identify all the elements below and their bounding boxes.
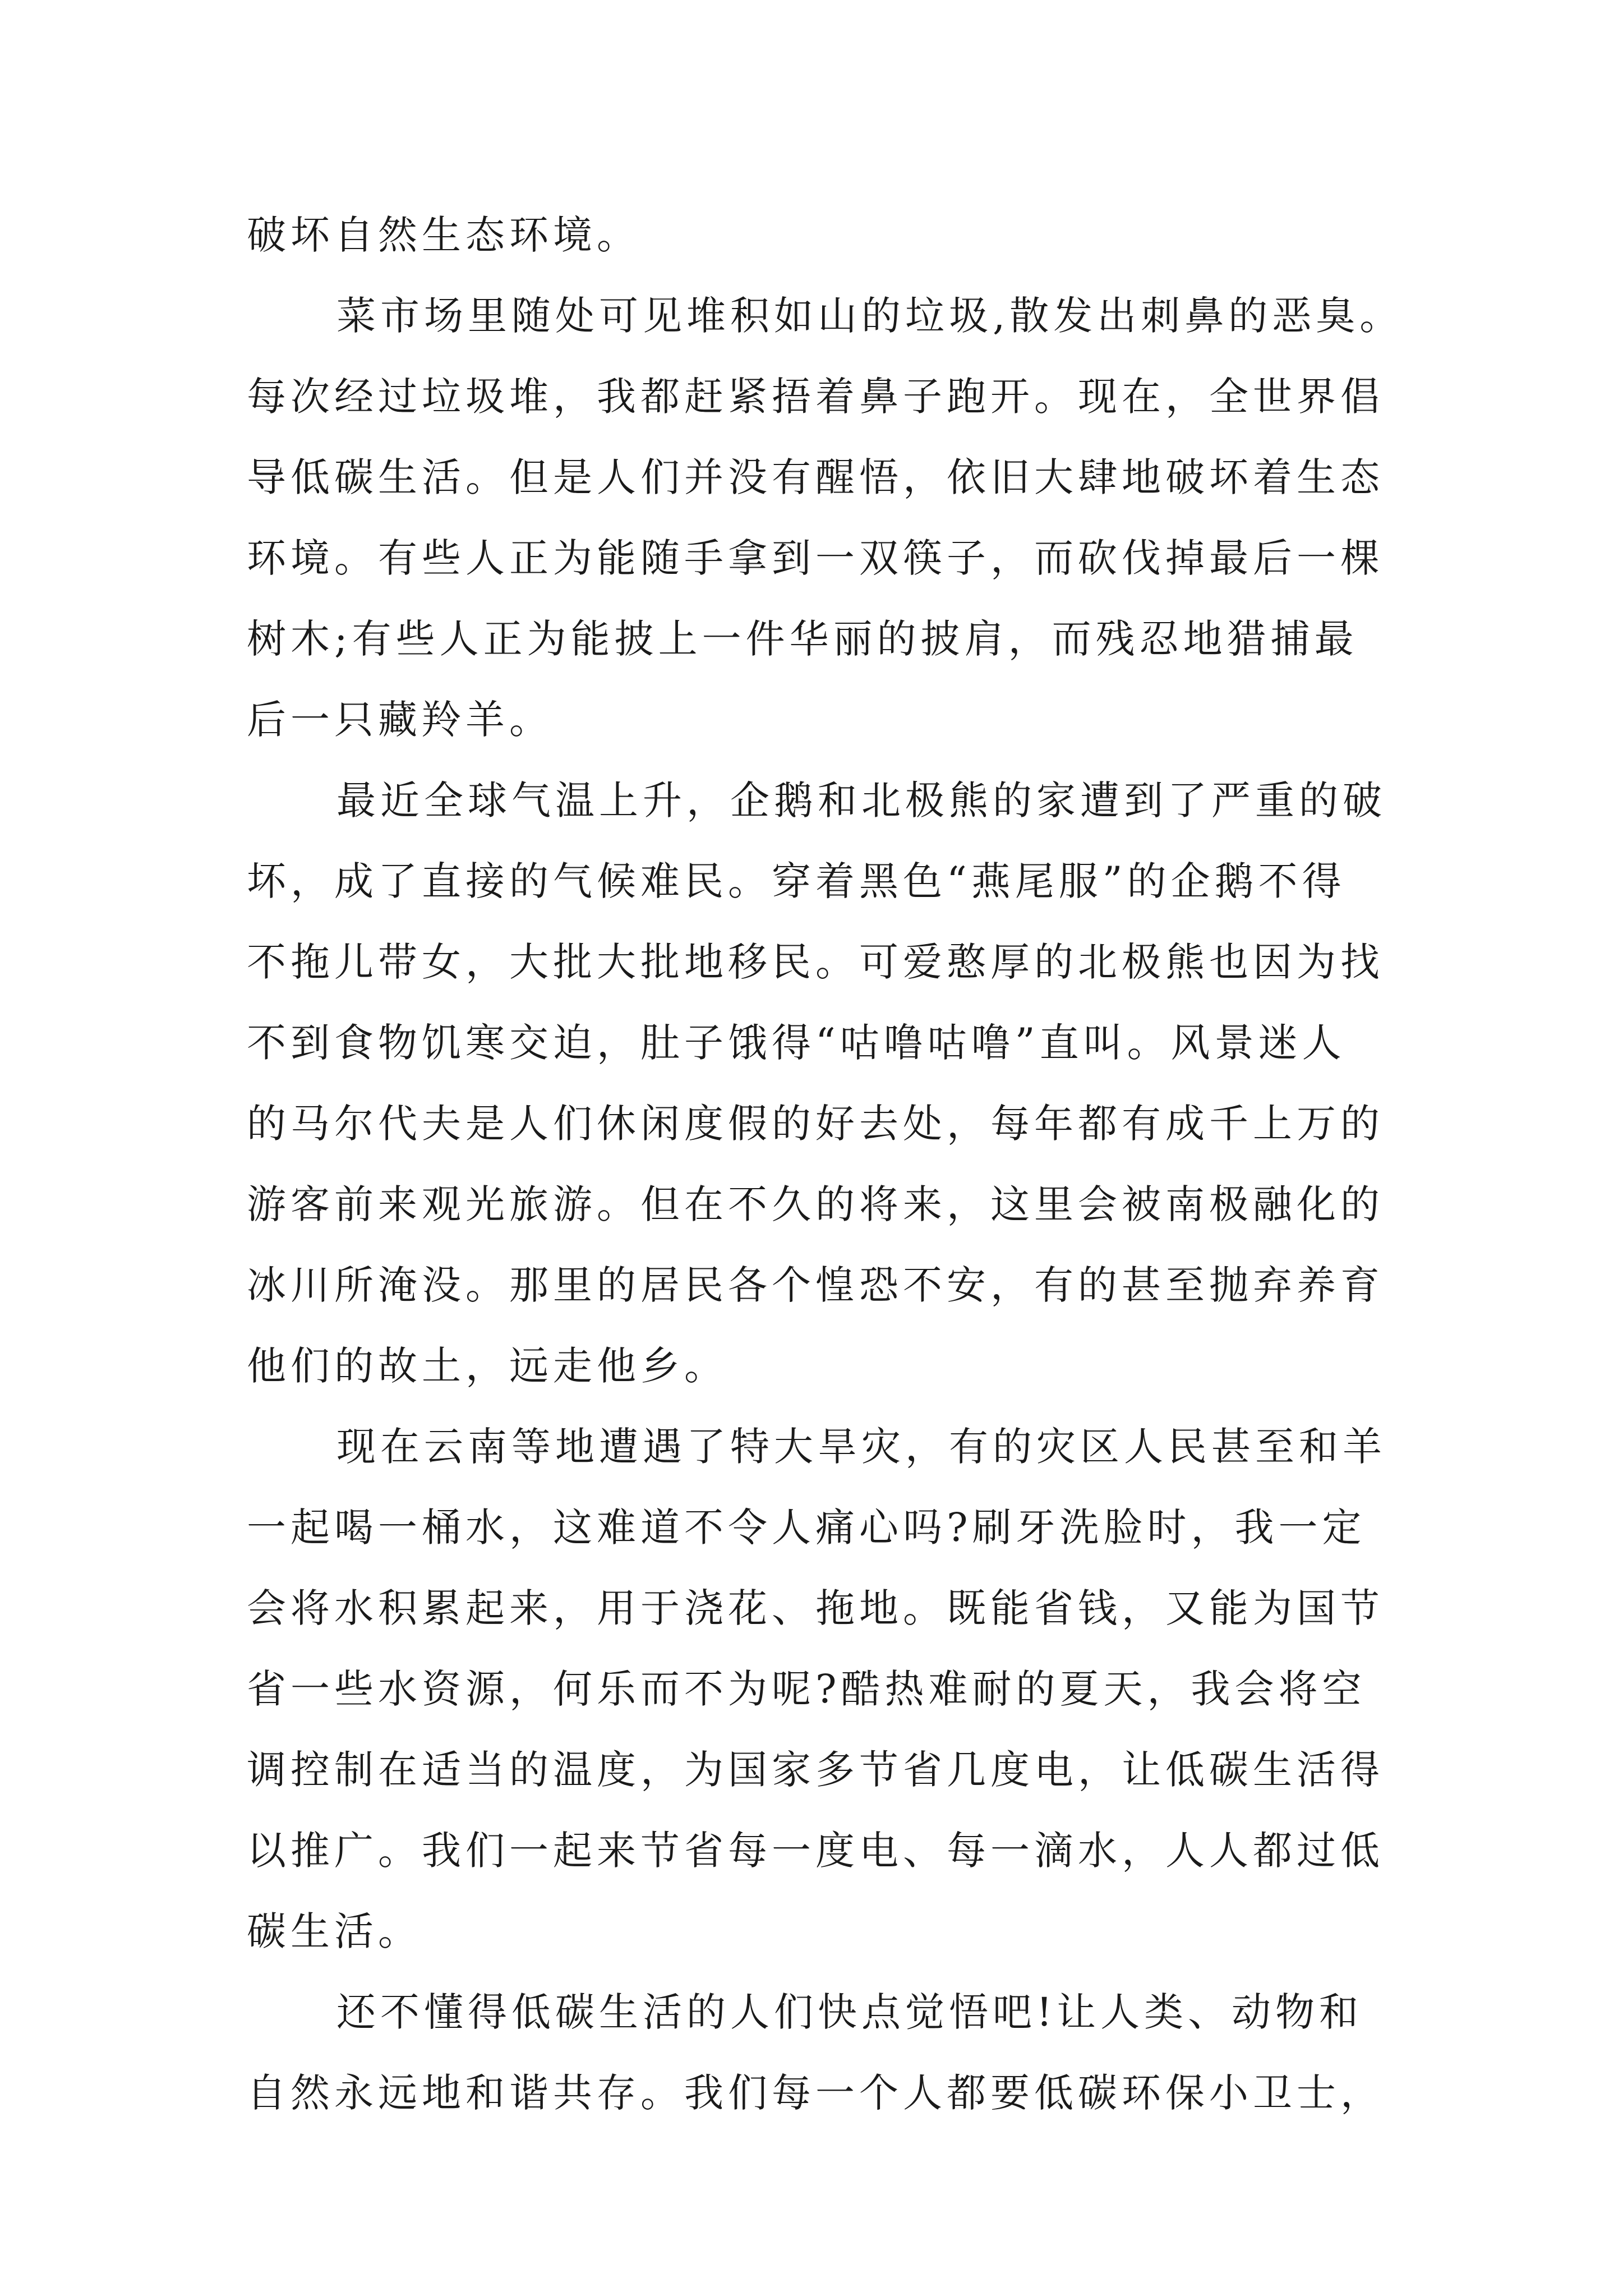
text-line: 碳生活。 (247, 1908, 422, 1954)
text-line: 自然永远地和谐共存。我们每一个人都要低碳环保小卫士， (247, 2070, 1384, 2116)
text-line: 坏，成了直接的气候难民。穿着黑色“燕尾服”的企鹅不得 (247, 858, 1346, 904)
text-line: 会将水积累起来，用于浇花、拖地。既能省钱，又能为国节 (247, 1585, 1384, 1631)
text-line: 每次经过垃圾堆，我都赶紧捂着鼻子跑开。现在，全世界倡 (247, 374, 1384, 420)
text-line: 省一些水资源，何乐而不为呢?酷热难耐的夏天，我会将空 (247, 1666, 1366, 1712)
text-line: 现在云南等地遭遇了特大旱灾，有的灾区人民甚至和羊 (336, 1424, 1386, 1470)
text-line: 不拖儿带女，大批大批地移民。可爱憨厚的北极熊也因为找 (247, 939, 1384, 985)
text-line: 一起喝一桶水，这难道不令人痛心吗?刷牙洗脸时，我一定 (247, 1504, 1366, 1550)
text-line: 破坏自然生态环境。 (247, 212, 640, 258)
text-line: 后一只藏羚羊。 (247, 697, 553, 743)
text-line: 导低碳生活。但是人们并没有醒悟，依旧大肆地破坏着生态 (247, 454, 1384, 500)
text-line: 环境。有些人正为能随手拿到一双筷子，而砍伐掉最后一棵 (247, 535, 1384, 581)
text-line: 树木;有些人正为能披上一件华丽的披肩，而残忍地猎捕最 (247, 616, 1358, 662)
text-line: 菜市场里随处可见堆积如山的垃圾,散发出刺鼻的恶臭。 (336, 293, 1404, 339)
text-line: 他们的故土，远走他乡。 (247, 1343, 728, 1389)
text-line: 的马尔代夫是人们休闲度假的好去处，每年都有成千上万的 (247, 1101, 1384, 1147)
text-line: 还不懂得低碳生活的人们快点觉悟吧!让人类、动物和 (336, 1989, 1363, 2035)
text-line: 最近全球气温上升，企鹅和北极熊的家遭到了严重的破 (336, 777, 1386, 823)
text-line: 冰川所淹没。那里的居民各个惶恐不安，有的甚至抛弃养育 (247, 1262, 1384, 1308)
text-line: 游客前来观光旅游。但在不久的将来，这里会被南极融化的 (247, 1181, 1384, 1227)
text-line: 以推广。我们一起来节省每一度电、每一滴水，人人都过低 (247, 1828, 1384, 1874)
text-line: 不到食物饥寒交迫，肚子饿得“咕噜咕噜”直叫。风景迷人 (247, 1020, 1346, 1066)
text-line: 调控制在适当的温度，为国家多节省几度电，让低碳生活得 (247, 1747, 1384, 1793)
